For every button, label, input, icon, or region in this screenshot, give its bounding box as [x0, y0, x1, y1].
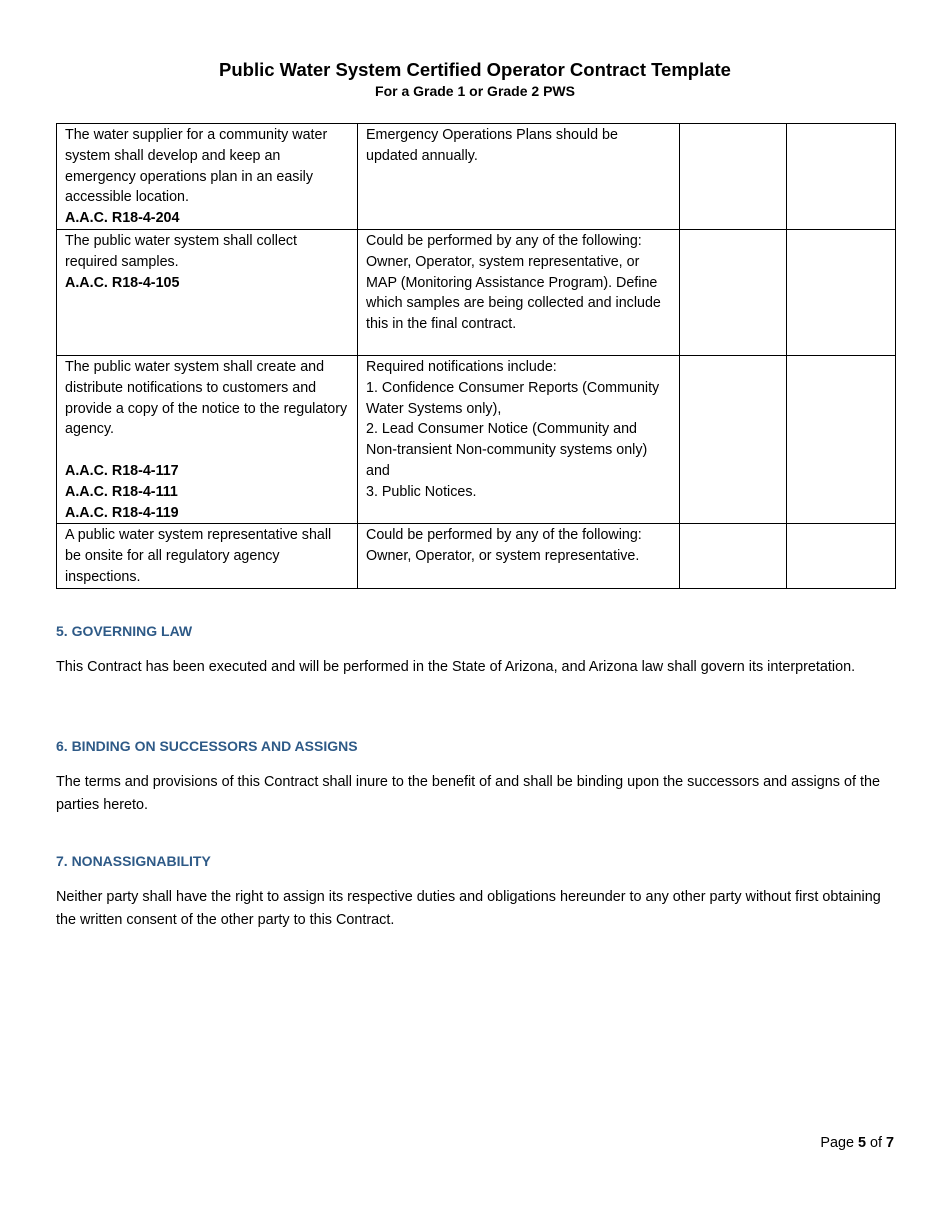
document-subtitle: For a Grade 1 or Grade 2 PWS — [375, 83, 575, 99]
document-header — [0, 58, 950, 100]
citation: A.A.C. R18-4-204 — [65, 210, 180, 227]
note-line: 2. Lead Consumer Notice (Community and Non-transient Non-community systems only) and — [366, 421, 648, 479]
of-label: of — [869, 1135, 882, 1151]
requirement-text: A public water system representative shall be onsite for all regulatory agency inspections. — [65, 527, 332, 585]
blank-cell — [680, 355, 787, 523]
requirement-cell — [57, 124, 358, 230]
requirement-cell — [57, 355, 358, 523]
blank-cell — [787, 524, 896, 588]
requirement-text: The water supplier for a community water system shall develop and keep an emergency operations plan in an easily accessible location. — [65, 127, 328, 206]
note-cell — [358, 229, 680, 355]
section-body: The terms and provisions of this Contract shall inure to the benefit of and shall be binding upon the successors and assigns of the parties hereto. — [56, 774, 880, 813]
section-governing-law — [56, 622, 896, 679]
blank-cell — [680, 124, 787, 230]
citation: A.A.C. R18-4-105 — [65, 274, 180, 291]
note-line: 1. Confidence Consumer Reports (Community Water Systems only), — [366, 379, 660, 417]
note-text: Emergency Operations Plans should be updated annually. — [366, 127, 618, 164]
page-footer — [820, 1133, 894, 1153]
section-heading: 7. NONASSIGNABILITY — [56, 853, 211, 869]
note-text: Could be performed by any of the following: Owner, Operator, system representative, or MAP (Monitoring Assistance Program). Define which samples are being collected and include this in the final contract. — [366, 232, 661, 333]
citation: A.A.C. R18-4-111 — [65, 483, 178, 500]
note-line: 3. Public Notices. — [366, 483, 477, 500]
table-row — [57, 229, 896, 355]
citation: A.A.C. R18-4-117 — [65, 462, 179, 479]
page-label: Page — [820, 1135, 854, 1151]
spacer — [65, 440, 349, 461]
blank-cell — [787, 355, 896, 523]
note-cell — [358, 124, 680, 230]
requirement-text: The public water system shall create and distribute notifications to customers and provide a copy of the notice to the regulatory agency. — [65, 358, 348, 438]
blank-cell — [680, 229, 787, 355]
section-body: Neither party shall have the right to assign its respective duties and obligations hereunder to any other party without first obtaining the written consent of the other party to this Contract. — [56, 889, 881, 928]
requirement-text: The public water system shall collect required samples. — [65, 232, 298, 270]
page-number: 5 — [857, 1135, 866, 1151]
note-cell — [358, 355, 680, 523]
requirements-table — [56, 123, 896, 589]
blank-cell — [787, 124, 896, 230]
blank-cell — [680, 524, 787, 588]
requirement-cell — [57, 229, 358, 355]
note-cell — [358, 524, 680, 588]
blank-cell — [787, 229, 896, 355]
section-heading: 6. BINDING ON SUCCESSORS AND ASSIGNS — [56, 738, 358, 754]
document-title: Public Water System Certified Operator Contract Template — [219, 59, 731, 80]
table-row — [57, 355, 896, 523]
page-total: 7 — [885, 1135, 894, 1151]
section-nonassignability — [56, 852, 896, 931]
table-row — [57, 124, 896, 230]
note-line: Required notifications include: — [366, 358, 557, 375]
table-row — [57, 524, 896, 588]
section-binding-successors — [56, 737, 896, 816]
requirement-cell — [57, 524, 358, 588]
section-heading: 5. GOVERNING LAW — [56, 623, 193, 639]
section-body: This Contract has been executed and will be performed in the State of Arizona, and Arizona law shall govern its interpretation. — [56, 659, 856, 675]
note-text: Could be performed by any of the following: Owner, Operator, or system representative. — [366, 527, 642, 565]
citation: A.A.C. R18-4-119 — [65, 504, 179, 521]
